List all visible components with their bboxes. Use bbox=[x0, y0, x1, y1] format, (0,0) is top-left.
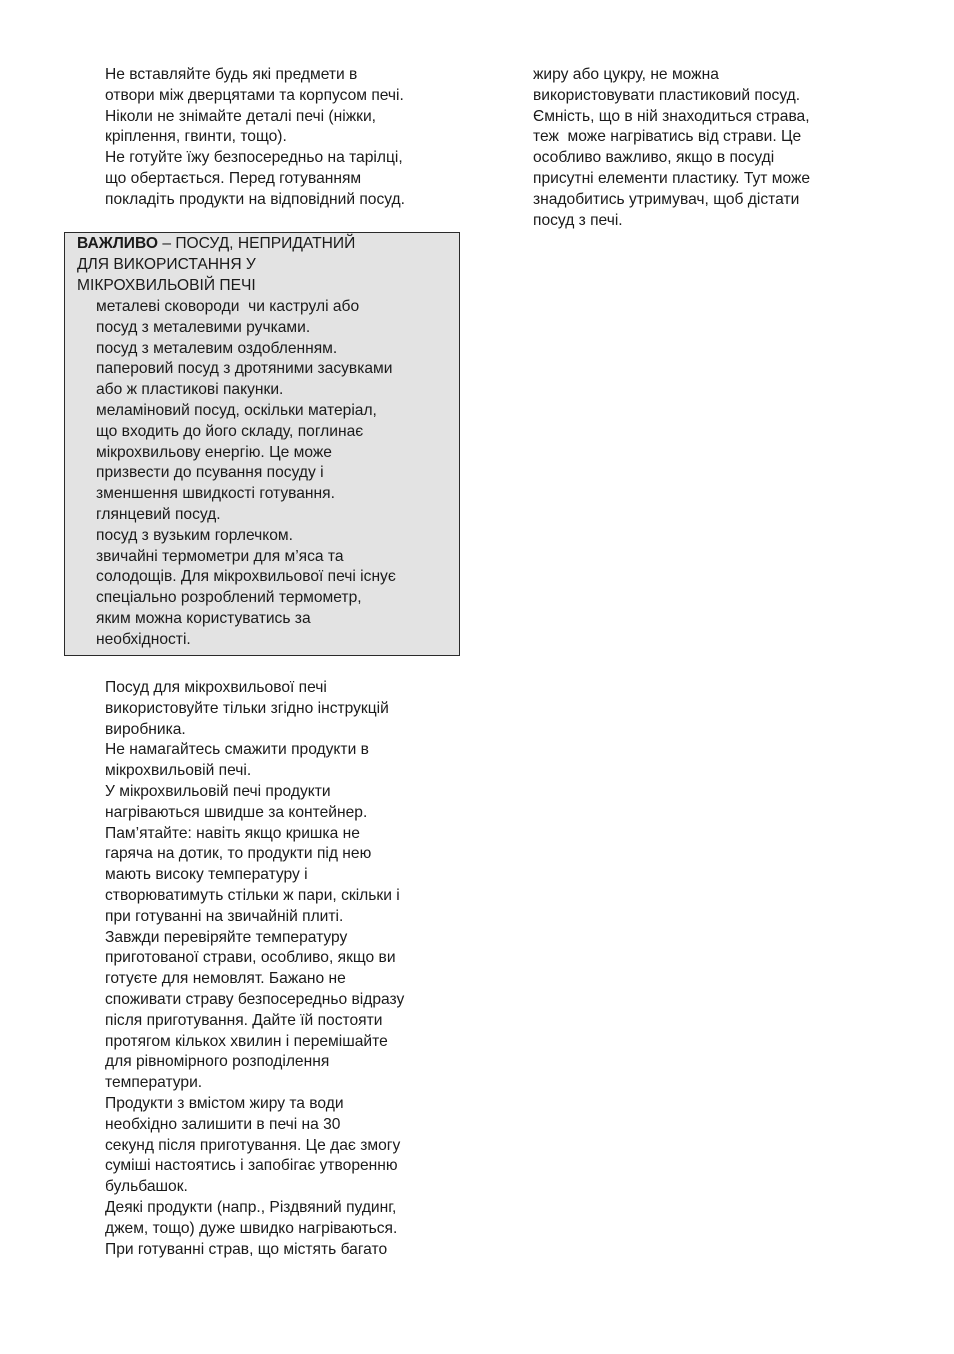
warning-item-line: посуд з металевими ручками. bbox=[96, 318, 311, 336]
warning-item-line: спеціально розроблений термометр, bbox=[96, 589, 362, 607]
text-line: виробника. bbox=[105, 720, 186, 738]
warning-item-line: посуд з металевим оздобленням. bbox=[96, 339, 338, 357]
warning-item-line: необхідності. bbox=[96, 630, 191, 648]
text-line: Завжди перевіряйте температуру bbox=[105, 928, 348, 946]
text-line: Не намагайтесь смажити продукти в bbox=[105, 741, 369, 759]
warning-title-bold: ВАЖЛИВО bbox=[77, 235, 158, 252]
text-line: використовувати пластиковий посуд. bbox=[533, 86, 801, 104]
warning-title-line: МІКРОХВИЛЬОВІЙ ПЕЧІ bbox=[77, 276, 256, 294]
text-line: присутні елементи пластику. Тут може bbox=[533, 169, 811, 187]
text-line: секунд після приготування. Це дає змогу bbox=[105, 1136, 401, 1154]
text-line: протягом кількох хвилин і перемішайте bbox=[105, 1032, 388, 1050]
text-line: джем, тощо) дуже швидко нагріваються. bbox=[105, 1219, 398, 1237]
left-column-bottom-text bbox=[105, 678, 465, 1260]
text-line: температури. bbox=[105, 1074, 203, 1092]
text-line: для рівномірного розподілення bbox=[105, 1053, 330, 1071]
warning-item-line: посуд з вузьким горлечком. bbox=[96, 526, 293, 544]
text-line: готуєте для немовлят. Бажано не bbox=[105, 970, 346, 988]
text-line: що обертається. Перед готуванням bbox=[105, 169, 362, 187]
text-line: при готуванні на звичайній плиті. bbox=[105, 907, 344, 925]
text-line: Деякі продукти (напр., Різдвяний пудинг, bbox=[105, 1198, 397, 1216]
text-line: Ніколи не знімайте деталі печі (ніжки, bbox=[105, 107, 376, 125]
text-line: У мікрохвильовій печі продукти bbox=[105, 782, 331, 800]
text-line: суміші настоятись і запобігає утворенню bbox=[105, 1157, 398, 1175]
warning-title-rest: – ПОСУД, НЕПРИДАТНИЙ bbox=[158, 235, 356, 252]
warning-item-line: яким можна користуватись за bbox=[96, 609, 311, 627]
text-line: кріплення, гвинти, тощо). bbox=[105, 128, 287, 146]
text-line: споживати страву безпосередньо відразу bbox=[105, 990, 405, 1008]
text-line: Не готуйте їжу безпосередньо на тарілці, bbox=[105, 149, 403, 167]
text-line: приготованої страви, особливо, якщо ви bbox=[105, 949, 396, 967]
warning-item-line: що входить до його складу, поглинає bbox=[96, 422, 364, 440]
text-line: покладіть продукти на відповідний посуд. bbox=[105, 190, 405, 208]
text-line: особливо важливо, якщо в посуді bbox=[533, 149, 775, 167]
text-line: бульбашок. bbox=[105, 1178, 188, 1196]
text-line: Ємність, що в ній знаходиться страва, bbox=[533, 107, 810, 125]
warning-item-line: або ж пластикові пакунки. bbox=[96, 381, 284, 399]
warning-title-line bbox=[77, 234, 457, 255]
text-line: Не вставляйте будь які предмети в bbox=[105, 66, 358, 83]
warning-item-line: звичайні термометри для м’яса та bbox=[96, 547, 344, 565]
warning-item-line: металеві сковороди чи каструлі або bbox=[96, 298, 360, 315]
text-line: гаряча на дотик, то продукти під нею bbox=[105, 845, 372, 863]
warning-item-line: паперовий посуд з дротяними засувками bbox=[96, 360, 393, 378]
text-line: використовуйте тільки згідно інструкцій bbox=[105, 699, 389, 717]
text-line: жиру або цукру, не можна bbox=[533, 66, 719, 83]
text-line: після приготування. Дайте їй постояти bbox=[105, 1011, 383, 1029]
warning-item-line: меламіновий посуд, оскільки матеріал, bbox=[96, 401, 377, 419]
text-line: отвори між дверцятами та корпусом печі. bbox=[105, 86, 404, 104]
text-line: створюватимуть стільки ж пари, скільки і bbox=[105, 886, 400, 904]
warning-item-line: мікрохвильову енергію. Це може bbox=[96, 443, 332, 461]
warning-item-line: призвести до псування посуду і bbox=[96, 464, 324, 482]
text-line: мікрохвильовій печі. bbox=[105, 762, 252, 780]
warning-title-line: ДЛЯ ВИКОРИСТАННЯ У bbox=[77, 255, 256, 273]
text-line: теж може нагріватись від страви. Це bbox=[533, 128, 802, 146]
warning-item-line: зменшення швидкості готування. bbox=[96, 485, 335, 503]
text-line: Посуд для мікрохвильової печі bbox=[105, 679, 327, 696]
warning-item-line: солодощів. Для мікрохвильової печі існує bbox=[96, 568, 396, 586]
text-line: нагріваються швидше за контейнер. bbox=[105, 803, 368, 821]
right-column-text bbox=[533, 65, 873, 231]
warning-item-list bbox=[96, 297, 458, 651]
text-line: посуд з печі. bbox=[533, 211, 623, 229]
text-line: знадобитись утримувач, щоб дістати bbox=[533, 190, 800, 208]
important-warning-box bbox=[64, 232, 460, 656]
text-line: Продукти з вмістом жиру та води bbox=[105, 1094, 344, 1112]
warning-title bbox=[77, 234, 457, 296]
text-line: необхідно залишити в печі на 30 bbox=[105, 1115, 341, 1133]
warning-item-line: глянцевий посуд. bbox=[96, 505, 221, 523]
text-line: мають високу температуру і bbox=[105, 866, 308, 884]
left-column-top-text bbox=[105, 65, 465, 211]
text-line: При готуванні страв, що містять багато bbox=[105, 1240, 388, 1258]
text-line: Пам’ятайте: навіть якщо кришка не bbox=[105, 824, 360, 842]
